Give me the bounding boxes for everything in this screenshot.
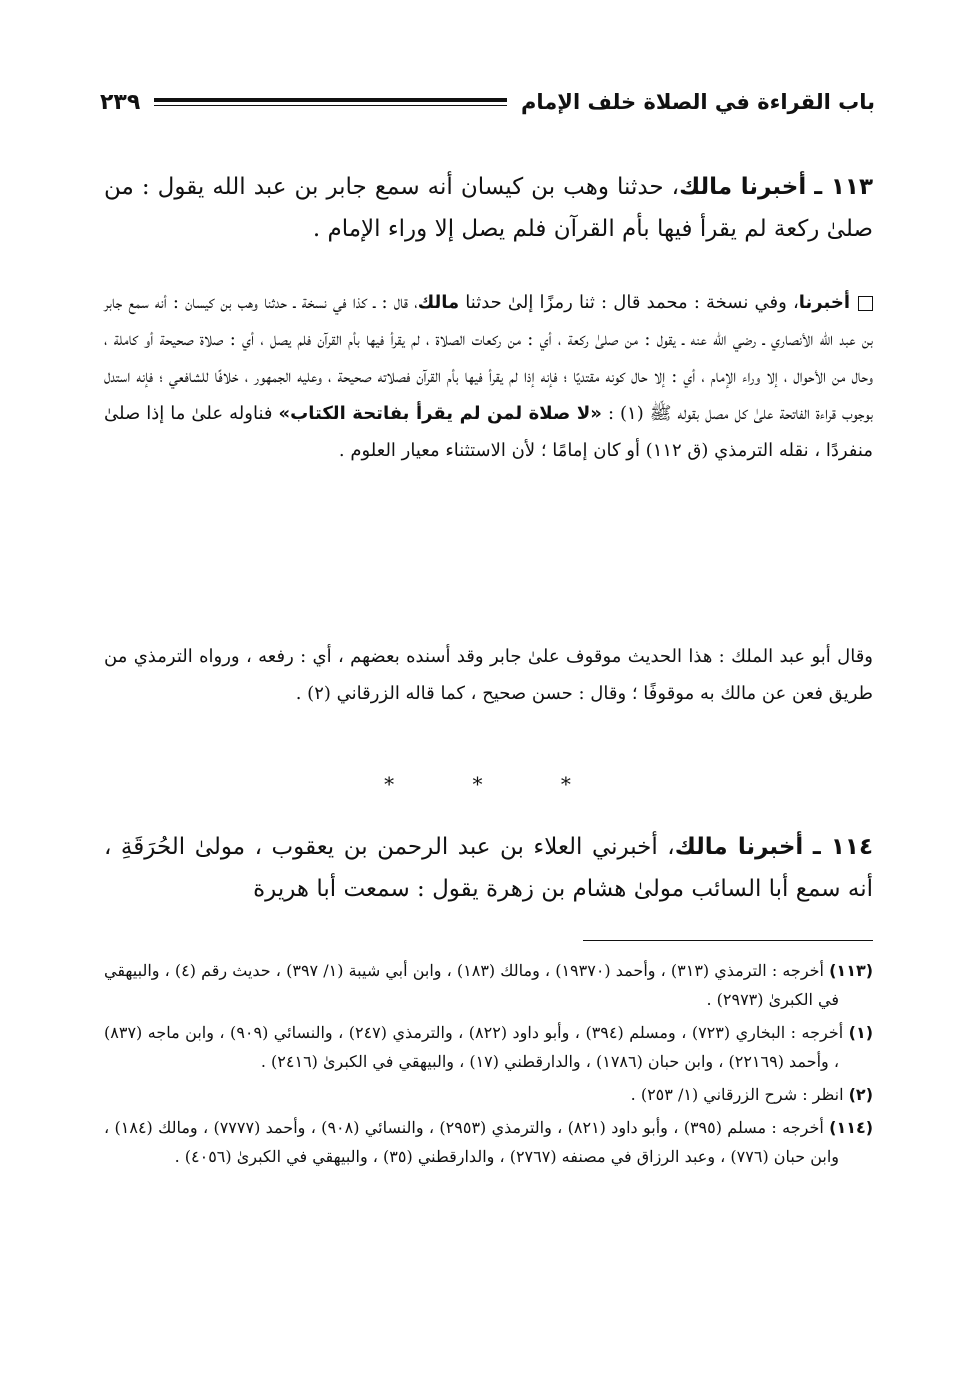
footnote-label: (١) — [848, 1023, 874, 1042]
box-marker-icon — [858, 296, 873, 311]
commentary-quote: «لا صلاة لمن لم يقرأ بفاتحة الكتاب» — [278, 403, 602, 424]
commentary-text-2: ، قال : ـ كذا في نسخة ـ حدثنا وهب بن كيسان : أنه سمع جابر بن عبد الله الأنصاري ـ رضي الله عنه ـ يقول : من صلىٰ ركعة ، أي : من ركعات الصلاة ، لم يقرأ فيها بأم القرآن فلم يصل ، أي : صلاة صحيحة أو كاملة ، وحال من الأحوال ، إلا وراء الإمام ، أي : إلا حال كونه مقتديًا ؛ فإنه إذا لم يقرأ فيها بأم القرآن فصلاته صحيحة ، وعليه الجمهور ، خلافًا للشافعي ؛ فإنه استدل بوجوب قراءة الفاتحة علىٰ كل مصل بقوله ﷺ (١) : — [104, 292, 873, 424]
commentary-text-1: ، وفي نسخة : محمد قال : ثنا رمزًا إلىٰ حدثنا — [465, 292, 799, 313]
running-title: باب القراءة في الصلاة خلف الإمام — [521, 90, 875, 114]
hadith-lead: أخبرنا مالك — [679, 174, 807, 200]
hadith-113 — [104, 166, 873, 250]
page-number: ٢٣٩ — [100, 89, 141, 115]
hadith-number: ١١٤ ـ — [812, 834, 874, 860]
hadith-text: ، حدثنا وهب بن كيسان أنه سمع جابر بن عبد الله يقول : من صلىٰ ركعة لم يقرأ فيها بأم القرآن فلم يصل إلا وراء الإمام . — [104, 174, 873, 242]
commentary-paragraph — [104, 284, 873, 469]
header-rule — [154, 98, 507, 106]
separator-star: * — [560, 772, 571, 796]
page-header — [100, 82, 875, 122]
footnotes — [104, 956, 873, 1175]
commentary-malik: مالك — [417, 292, 460, 313]
separator-star: * — [384, 772, 395, 796]
footnote-label: (١١٣) — [829, 961, 874, 980]
footnote-label: (١١٤) — [829, 1118, 874, 1137]
footnote-text: أخرجه : الترمذي (٣١٣) ، وأحمد (١٩٣٧٠) ، ومالك (١٨٣) ، وابن أبي شيبة (١/ ٣٩٧) ، حديث رقم (٤) ، والبيهقي في الكبرىٰ (٢٩٧٣) . — [104, 961, 839, 1009]
commentary-text-3: فناوله علىٰ ما إذا صلىٰ منفردًا ، نقله الترمذي (ق ١١٢) أو كان إمامًا ؛ لأن الاستثناء معيار العلوم . — [104, 403, 873, 461]
footnote — [104, 1018, 873, 1076]
footnote-text: أخرجه : البخاري (٧٢٣) ، ومسلم (٣٩٤) ، وأبو داود (٨٢٢) ، والترمذي (٢٤٧) ، والنسائي (٩٠٩) ، وابن ماجه (٨٣٧) ، وأحمد (٢٢١٦٩) ، وابن حبان (١٧٨٦) ، والدارقطني (١٧) ، والبيهقي في الكبرىٰ (٢٤١٦) . — [104, 1023, 844, 1071]
hadith-text: ، أخبرني العلاء بن عبد الرحمن بن يعقوب ، مولىٰ الحُرَقَةِ ، أنه سمع أبا السائب مولىٰ هشام بن زهرة يقول : سمعت أبا هريرة — [104, 834, 873, 902]
header-rule-thin — [154, 105, 507, 106]
footnote — [104, 1080, 873, 1109]
footnote-rule — [583, 940, 873, 941]
separator-star: * — [472, 772, 483, 796]
commentary-paragraph-2 — [104, 638, 873, 712]
commentary-lead: أخبرنا — [798, 292, 850, 313]
footnote-text: أخرجه : مسلم (٣٩٥) ، وأبو داود (٨٢١) ، والترمذي (٢٩٥٣) ، والنسائي (٩٠٨) ، وأحمد (٧٧٧٧) ، ومالك (١٨٤) ، وابن حبان (٧٧٦) ، وعبد الرزاق في مصنفه (٢٧٦٧) ، والدارقطني (٣٥) ، والبيهقي في الكبرىٰ (٤٠٥٦) . — [104, 1118, 839, 1166]
hadith-number: ١١٣ ـ — [814, 174, 874, 200]
commentary-2-text: وقال أبو عبد الملك : هذا الحديث موقوف علىٰ جابر وقد أسنده بعضهم ، أي : رفعه ، ورواه الترمذي من طريق فعن عن مالك به موقوفًا ؛ وقال : حسن صحيح ، كما قاله الزرقاني (٢) . — [104, 646, 873, 704]
section-separator — [0, 772, 955, 796]
footnote-text: انظر : شرح الزرقاني (١/ ٢٥٣) . — [630, 1085, 844, 1104]
header-rule-thick — [154, 98, 507, 102]
hadith-114 — [104, 826, 873, 910]
footnote — [104, 1113, 873, 1171]
hadith-lead: أخبرنا مالك — [674, 834, 804, 860]
footnote — [104, 956, 873, 1014]
footnote-label: (٢) — [848, 1085, 873, 1104]
